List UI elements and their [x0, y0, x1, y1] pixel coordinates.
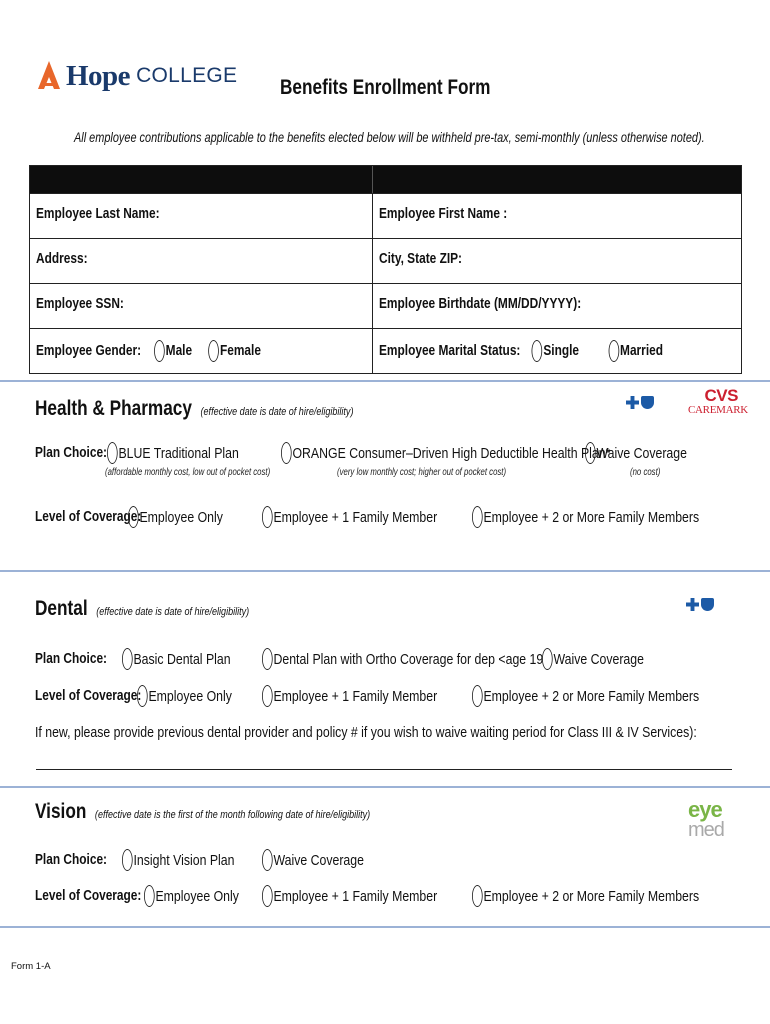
health-title: Health & Pharmacy — [35, 397, 192, 420]
logo-hope-text: Hope — [66, 59, 131, 92]
dental-cov-plus1-radio[interactable] — [262, 685, 273, 707]
dental-prev-provider-line[interactable] — [36, 769, 732, 770]
bcbs-cross-icon — [626, 396, 639, 409]
eyemed-logo-eye: eye — [688, 797, 722, 822]
health-coverage-label: Level of Coverage: — [35, 509, 142, 525]
health-waive-radio[interactable] — [585, 442, 596, 464]
health-cov-plus2[interactable] — [472, 506, 699, 528]
birthdate-label: Employee Birthdate (MM/DD/YYYY): — [379, 296, 582, 312]
table-row — [30, 193, 741, 238]
vision-cov-plus1-label: Employee + 1 Family Member — [273, 887, 438, 905]
employee-info-table — [29, 165, 742, 374]
vision-insight-radio[interactable] — [122, 849, 133, 871]
city-state-zip-field[interactable] — [373, 239, 741, 283]
bcbs-logo — [686, 598, 714, 611]
vision-plan-label: Plan Choice: — [35, 852, 108, 868]
dental-ortho-radio[interactable] — [262, 648, 273, 670]
gender-label: Employee Gender: — [36, 343, 142, 359]
page-subtitle: All employee contributions applicable to the benefits elected below will be withheld pre-tax, semi-monthly (unless otherwise noted). — [74, 129, 705, 145]
vision-cov-employee-label: Employee Only — [155, 887, 239, 905]
address-label: Address: — [36, 251, 88, 267]
table-row — [30, 328, 741, 373]
vision-note: (effective date is the first of the month following date of hire/eligibility) — [94, 809, 371, 821]
anchor-flame-icon — [36, 59, 62, 93]
health-orange-note: (very low monthly cost; higher out of pocket cost) — [337, 467, 507, 478]
health-cov-employee-radio[interactable] — [128, 506, 139, 528]
bcbs-cross-icon — [686, 598, 699, 611]
dental-cov-employee-radio[interactable] — [137, 685, 148, 707]
birthdate-field[interactable] — [373, 284, 741, 328]
logo-college-text: COLLEGE — [136, 64, 238, 87]
bcbs-shield-icon — [641, 396, 654, 409]
vision-waive-label: Waive Coverage — [273, 851, 364, 869]
caremark-logo-text: CAREMARK — [688, 404, 748, 416]
dental-prev-provider-text: If new, please provide previous dental provider and policy # if you wish to waive waiting period for Class III & IV Services): — [35, 724, 697, 741]
bcbs-shield-icon — [701, 598, 714, 611]
vision-cov-plus2-radio[interactable] — [472, 885, 483, 907]
cvs-caremark-logo — [688, 386, 748, 416]
dental-basic-label: Basic Dental Plan — [133, 650, 231, 668]
gender-female-label: Female — [219, 343, 261, 359]
health-blue-note: (affordable monthly cost, low out of pocket cost) — [105, 467, 271, 478]
vision-cov-employee-radio[interactable] — [144, 885, 155, 907]
health-cov-plus1-radio[interactable] — [262, 506, 273, 528]
vision-waive-radio[interactable] — [262, 849, 273, 871]
dental-cov-plus1[interactable] — [262, 685, 437, 707]
ssn-field[interactable] — [30, 284, 373, 328]
marital-cell — [373, 329, 741, 373]
marital-label: Employee Marital Status: — [379, 343, 521, 359]
section-divider — [0, 380, 770, 382]
marital-married-radio[interactable] — [609, 340, 620, 362]
health-orange-label: ORANGE Consumer–Driven High Deductible Health Plan* — [292, 444, 611, 462]
table-row — [30, 238, 741, 283]
vision-cov-plus1[interactable] — [262, 885, 437, 907]
hope-college-logo — [36, 56, 237, 96]
marital-single-radio[interactable] — [532, 340, 543, 362]
vision-cov-plus1-radio[interactable] — [262, 885, 273, 907]
dental-title: Dental — [35, 597, 88, 620]
dental-coverage-label: Level of Coverage: — [35, 688, 142, 704]
vision-cov-employee[interactable] — [144, 885, 239, 907]
dental-cov-plus2-label: Employee + 2 or More Family Members — [483, 687, 700, 705]
dental-note: (effective date is date of hire/eligibility) — [96, 606, 250, 618]
vision-plan-waive[interactable] — [262, 849, 364, 871]
vision-coverage-label: Level of Coverage: — [35, 888, 142, 904]
dental-plan-waive[interactable] — [542, 648, 644, 670]
dental-cov-employee-label: Employee Only — [148, 687, 232, 705]
section-divider — [0, 786, 770, 788]
health-blue-radio[interactable] — [107, 442, 118, 464]
section-divider — [0, 570, 770, 572]
table-header-bar — [30, 166, 741, 193]
health-waive-label: Waive Coverage — [596, 444, 687, 462]
vision-cov-plus2[interactable] — [472, 885, 699, 907]
gender-radio-group — [36, 340, 261, 362]
dental-waive-label: Waive Coverage — [553, 650, 644, 668]
dental-cov-plus2[interactable] — [472, 685, 699, 707]
health-plan-label: Plan Choice: — [35, 445, 108, 461]
health-cov-plus1-label: Employee + 1 Family Member — [273, 508, 438, 526]
section-divider — [0, 926, 770, 928]
dental-waive-radio[interactable] — [542, 648, 553, 670]
gender-female-radio[interactable] — [209, 340, 220, 362]
health-plan-waive[interactable] — [585, 442, 687, 464]
address-field[interactable] — [30, 239, 373, 283]
marital-single-label: Single — [543, 343, 580, 359]
last-name-label: Employee Last Name: — [36, 206, 160, 222]
gender-male-label: Male — [165, 343, 193, 359]
dental-plan-basic[interactable] — [122, 648, 231, 670]
dental-plan-label: Plan Choice: — [35, 651, 108, 667]
gender-cell — [30, 329, 373, 373]
health-note: (effective date is date of hire/eligibility) — [200, 406, 354, 418]
vision-insight-label: Insight Vision Plan — [133, 851, 235, 869]
health-cov-employee[interactable] — [128, 506, 223, 528]
health-plan-blue[interactable] — [107, 442, 239, 464]
bcbs-logo — [626, 396, 654, 409]
cvs-logo-text: CVS — [704, 386, 738, 405]
form-id: Form 1-A — [11, 961, 51, 972]
health-cov-plus2-label: Employee + 2 or More Family Members — [483, 508, 700, 526]
health-cov-employee-label: Employee Only — [139, 508, 223, 526]
health-orange-radio[interactable] — [281, 442, 292, 464]
dental-ortho-label: Dental Plan with Ortho Coverage for dep <age 19 — [273, 650, 544, 668]
vision-section-heading — [35, 800, 370, 824]
dental-cov-plus1-label: Employee + 1 Family Member — [273, 687, 438, 705]
dental-cov-plus2-radio[interactable] — [472, 685, 483, 707]
health-section-heading — [35, 397, 353, 421]
table-row — [30, 283, 741, 328]
marital-married-label: Married — [620, 343, 664, 359]
last-name-field[interactable] — [30, 194, 373, 238]
eyemed-logo-med: med — [688, 819, 724, 841]
health-cov-plus1[interactable] — [262, 506, 437, 528]
health-plan-orange[interactable] — [281, 442, 610, 464]
dental-plan-ortho[interactable] — [262, 648, 543, 670]
first-name-field[interactable] — [373, 194, 741, 238]
vision-cov-plus2-label: Employee + 2 or More Family Members — [483, 887, 700, 905]
health-waive-note: (no cost) — [630, 467, 661, 478]
health-blue-label: BLUE Traditional Plan — [118, 444, 239, 462]
dental-basic-radio[interactable] — [122, 648, 133, 670]
city-state-zip-label: City, State ZIP: — [379, 251, 463, 267]
first-name-label: Employee First Name : — [379, 206, 508, 222]
page-title: Benefits Enrollment Form — [280, 76, 491, 99]
dental-cov-employee[interactable] — [137, 685, 232, 707]
ssn-label: Employee SSN: — [36, 296, 124, 312]
vision-plan-insight[interactable] — [122, 849, 234, 871]
vision-title: Vision — [35, 800, 87, 823]
gender-male-radio[interactable] — [154, 340, 165, 362]
health-cov-plus2-radio[interactable] — [472, 506, 483, 528]
dental-section-heading — [35, 597, 249, 621]
eyemed-logo — [688, 797, 724, 841]
marital-radio-group — [379, 340, 663, 362]
